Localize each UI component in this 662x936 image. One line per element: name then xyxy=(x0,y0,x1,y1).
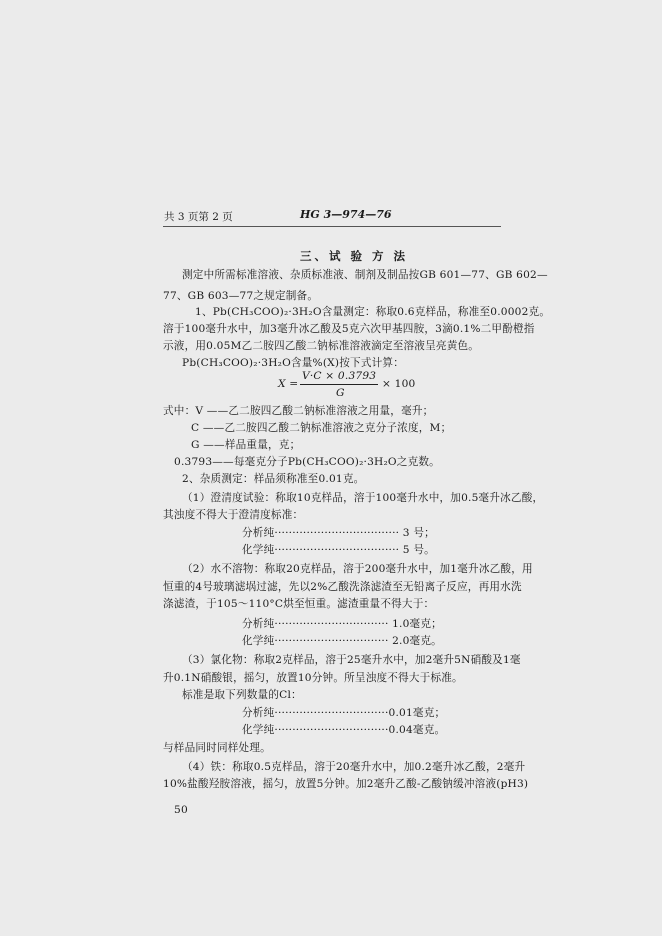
where-line: C ——乙二胺四乙酸二钠标准溶液之克分子浓度，M； xyxy=(191,422,452,434)
paragraph-line: Pb(CH₃COO)₂·3H₂O含量%(X)按下式计算： xyxy=(182,357,404,369)
paragraph-line: （2）水不溶物：称取20克样品，溶于200毫升水中，加1毫升冰乙酸，用 xyxy=(182,563,533,575)
paragraph-line: （1）澄清度试验：称取10克样品，溶于100毫升水中，加0.5毫升冰乙酸， xyxy=(182,492,544,504)
paragraph-line: 10%盐酸羟胺溶液，摇匀，放置5分钟。加2毫升乙酸-乙酸钠缓冲溶液(pH3) xyxy=(163,778,529,790)
grade-line: 化学纯································0.04毫克。 xyxy=(242,724,446,736)
where-line: G ——样品重量，克； xyxy=(191,439,301,451)
paragraph-line: （4）铁：称取0.5克样品，溶于20毫升水中，加0.2毫升冰乙酸，2毫升 xyxy=(182,761,526,773)
paragraph-line: 测定中所需标准溶液、杂质标准液、制剂及制品按GB 601—77、GB 602— xyxy=(182,269,548,281)
page-count-header: 共 3 页第 2 页 xyxy=(164,211,233,223)
page-number: 50 xyxy=(174,804,188,816)
grade-line: 分析纯··································· 3 号； xyxy=(242,527,435,539)
paragraph-line: 溶于100毫升水中，加3毫升冰乙酸及5克六次甲基四胺，3滴0.1%二甲酚橙指 xyxy=(163,323,535,335)
formula-denominator: G xyxy=(336,387,345,399)
formula-numerator: V·C × 0.3793 xyxy=(302,370,377,382)
paragraph-line: 2、杂质测定：样品须称准至0.01克。 xyxy=(182,473,365,485)
paragraph-line: 与样品同时同样处理。 xyxy=(163,742,271,754)
paragraph-line: 1、Pb(CH₃COO)₂·3H₂O含量测定：称取0.6克样品，称准至0.0002克。 xyxy=(195,306,551,318)
paragraph-line: 恒重的4号玻璃滤埚过滤，先以2%乙酸洗涤滤渣至无铅离子反应，再用水洗 xyxy=(163,581,522,593)
paragraph-line: 标准是取下列数量的Cl： xyxy=(182,689,302,701)
paragraph-line: 77、GB 603—77之规定制备。 xyxy=(163,290,319,302)
where-line: 式中：V ——乙二胺四乙酸二钠标准溶液之用量，毫升； xyxy=(163,405,434,417)
section-title: 三、试 验 方 法 xyxy=(300,249,409,263)
grade-line: 化学纯··································· 5 号。 xyxy=(242,544,435,556)
fraction-bar xyxy=(300,384,378,385)
paragraph-line: 其浊度不得大于澄清度标准： xyxy=(163,509,304,521)
paragraph-line: 升0.1N硝酸银，摇匀，放置10分钟。所呈浊度不得大于标准。 xyxy=(163,672,463,684)
grade-line: 分析纯································ 1.0毫克； xyxy=(242,618,442,630)
paragraph-line: 示液，用0.05M乙二胺四乙酸二钠标准溶液滴定至溶液呈亮黄色。 xyxy=(163,340,480,352)
header-rule xyxy=(163,226,501,227)
standard-code-header: HG 3—974—76 xyxy=(300,208,392,221)
paragraph-line: （3）氯化物：称取2克样品，溶于25毫升水中，加2毫升5N硝酸及1毫 xyxy=(182,654,521,666)
formula-lhs: X = xyxy=(278,378,299,390)
where-line: 0.3793——每毫克分子Pb(CH₃COO)₂·3H₂O之克数。 xyxy=(174,456,440,468)
grade-line: 分析纯································0.01毫克； xyxy=(242,707,446,719)
grade-line: 化学纯································ 2.0毫克。 xyxy=(242,635,442,647)
paragraph-line: 涤滤渣，于105～110°C烘至恒重。滤渣重量不得大于： xyxy=(163,598,435,610)
formula-tail: × 100 xyxy=(382,378,416,390)
